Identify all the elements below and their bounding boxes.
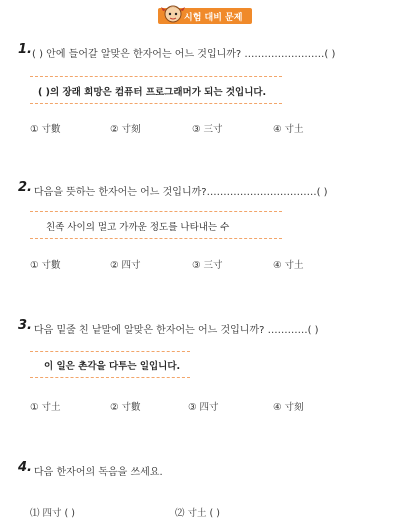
question-3-option-4[interactable]: ④ 寸刻 xyxy=(273,402,304,413)
question-2-number: 2. xyxy=(18,180,32,195)
question-2-option-3[interactable]: ③ 三寸 xyxy=(192,260,223,271)
question-3-option-2[interactable]: ② 寸數 xyxy=(110,402,141,413)
question-2-sentence: 친족 사이의 멀고 가까운 정도를 나타내는 수 xyxy=(46,222,230,233)
question-2-option-1[interactable]: ① 寸數 xyxy=(30,260,61,271)
question-2-option-2[interactable]: ② 四寸 xyxy=(110,260,141,271)
question-3-box-top xyxy=(30,351,190,352)
question-3-option-3[interactable]: ③ 四寸 xyxy=(188,402,219,413)
question-2-box-bottom xyxy=(30,238,282,239)
question-4-item-1[interactable]: ⑴ 四寸 ( ) xyxy=(30,508,75,519)
question-2-option-4[interactable]: ④ 寸土 xyxy=(273,260,304,271)
question-3-option-1[interactable]: ① 寸土 xyxy=(30,402,61,413)
question-1-option-1[interactable]: ① 寸數 xyxy=(30,124,61,135)
question-1-option-2[interactable]: ② 寸刻 xyxy=(110,124,141,135)
question-3-number: 3. xyxy=(18,318,32,333)
question-3-box-bottom xyxy=(30,377,190,378)
question-1-option-4[interactable]: ④ 寸土 xyxy=(273,124,304,135)
mascot-icon xyxy=(160,2,186,28)
question-1-option-3[interactable]: ③ 三寸 xyxy=(192,124,223,135)
question-3-sentence: 이 일은 촌각을 다투는 일입니다. xyxy=(44,361,181,372)
header-title: 시험 대비 문제 xyxy=(184,13,243,23)
question-1-text: ( ) 안에 들어갈 알맞은 한자어는 어느 것입니까? ……………………( ) xyxy=(32,49,336,60)
question-4-text: 다음 한자어의 독음을 쓰세요. xyxy=(34,467,163,478)
question-1-box-top xyxy=(30,76,282,77)
question-1-sentence: ( )의 장래 희망은 컴퓨터 프로그래머가 되는 것입니다. xyxy=(38,87,267,98)
question-3-text: 다음 밑줄 친 낱말에 알맞은 한자어는 어느 것입니까? …………( ) xyxy=(34,325,319,336)
question-4-item-2[interactable]: ⑵ 寸土 ( ) xyxy=(175,508,220,519)
question-2-text: 다음을 뜻하는 한자어는 어느 것입니까?……………………………( ) xyxy=(34,187,328,198)
question-2-box-top xyxy=(30,211,282,212)
question-1-box-bottom xyxy=(30,103,282,104)
question-1-number: 1. xyxy=(18,42,32,57)
question-4-number: 4. xyxy=(18,460,32,475)
